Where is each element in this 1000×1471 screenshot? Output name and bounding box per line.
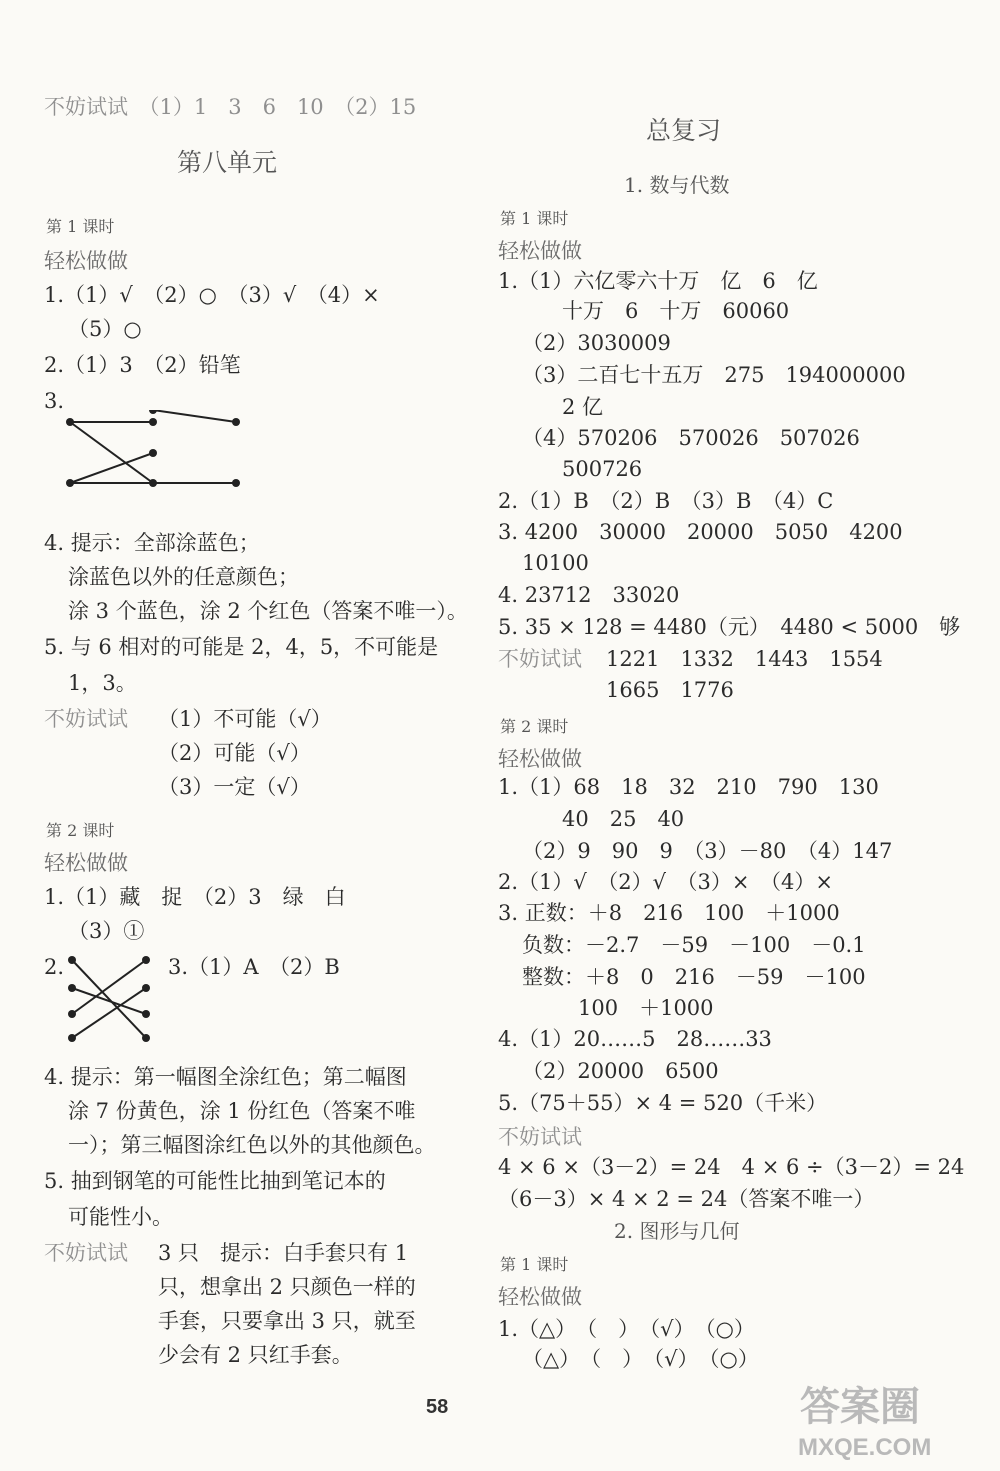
- answer-line: 4. 23712 33020: [498, 583, 680, 607]
- answer-line: （5）○: [68, 317, 142, 341]
- answer-line: 1.（△） （ ） （√） （○）: [498, 1317, 755, 1341]
- answer-line: 1665 1776: [606, 678, 734, 702]
- answer-line: 1221 1332 1443 1554: [606, 647, 883, 671]
- answer-line: 1，3。: [68, 671, 137, 695]
- lesson-label: 第 1 课时: [500, 1255, 569, 1274]
- answer-line: 2.（1）3 （2）铅笔: [44, 353, 241, 377]
- lesson-label: 第 2 课时: [46, 821, 115, 840]
- try-it-label: 不妨试试: [44, 1241, 128, 1265]
- section-label: 轻松做做: [44, 851, 128, 875]
- answer-line: 100 ＋1000: [578, 996, 714, 1020]
- answer-line: （3）一定（√）: [158, 775, 311, 799]
- answer-line: 4.（1）20……5 28……33: [498, 1027, 772, 1051]
- answer-line: （3）二百七十五万 275 194000000: [522, 363, 906, 387]
- answer-line: （△） （ ） （√） （○）: [522, 1347, 759, 1371]
- answer-line: 4. 提示：全部涂蓝色；: [44, 531, 260, 555]
- review-title: 总复习: [646, 116, 722, 145]
- answer-line: 2 亿: [562, 395, 604, 419]
- lesson-label: 第 1 课时: [46, 217, 115, 236]
- answer-line: （2）可能（√）: [158, 741, 311, 765]
- answer-line: 涂 7 份黄色，涂 1 份红色（答案不唯: [68, 1099, 416, 1123]
- answer-line: 3. 4200 30000 20000 5050 4200: [498, 520, 903, 544]
- answer-line: 40 25 40: [562, 807, 685, 831]
- matching-diagram-1: [60, 410, 250, 495]
- answer-line: 手套，只要拿出 3 只，就至: [158, 1309, 416, 1333]
- answer-line: 4. 提示：第一幅图全涂红色；第二幅图: [44, 1065, 407, 1089]
- answer-line: 4 × 6 ×（3－2）= 24 4 × 6 ÷（3－2）= 24: [498, 1155, 965, 1179]
- lesson-label: 第 2 课时: [500, 717, 569, 736]
- answer-line: （6－3）× 4 × 2 = 24（答案不唯一）: [498, 1187, 875, 1211]
- answer-line: 1.（1）68 18 32 210 790 130: [498, 775, 879, 799]
- section-heading: 1. 数与代数: [624, 173, 730, 197]
- answer-line: 1.（1）√ （2）○ （3）√ （4）×: [44, 283, 380, 307]
- answer-line: 2.（1）√ （2）√ （3）× （4）×: [498, 870, 833, 894]
- section-label: 轻松做做: [498, 239, 582, 263]
- page-number: 58: [426, 1396, 449, 1418]
- answer-line: 一）；第三幅图涂红色以外的其他颜色。: [68, 1133, 436, 1157]
- answer-line: 5. 35 × 128 = 4480（元） 4480 < 5000 够: [498, 615, 961, 639]
- answer-line: 3.: [44, 389, 65, 413]
- watermark-logo: 答案圈: [800, 1385, 920, 1429]
- try-it-label: 不妨试试: [44, 707, 128, 731]
- try-it-answer-unit7: 不妨试试 （1）1 3 6 10 （2）15: [44, 95, 417, 119]
- answer-line: 十万 6 十万 60060: [562, 299, 790, 323]
- answer-line: 3.（1）A （2）B: [168, 955, 340, 979]
- answer-line: 3 只 提示：白手套只有 1: [158, 1241, 409, 1265]
- watermark-url: MXQE.COM: [798, 1434, 932, 1461]
- answer-line: 3. 正数：＋8 216 100 ＋1000: [498, 901, 840, 925]
- answer-line: 500726: [562, 457, 643, 481]
- matching-diagram-2: [62, 952, 158, 1048]
- answer-line: （2）9 90 9 （3）－80 （4）147: [522, 839, 893, 863]
- lesson-label: 第 1 课时: [500, 209, 569, 228]
- answer-line: 少会有 2 只红手套。: [158, 1343, 353, 1367]
- answer-line: 10100: [522, 551, 589, 575]
- answer-line: 2.: [44, 955, 65, 979]
- section-label: 轻松做做: [44, 249, 128, 273]
- answer-line: 5. 与 6 相对的可能是 2，4，5，不可能是: [44, 635, 439, 659]
- section-label: 轻松做做: [498, 747, 582, 771]
- answer-line: （2）3030009: [522, 331, 671, 355]
- try-it-label: 不妨试试: [498, 647, 582, 671]
- answer-line: （1）不可能（√）: [158, 707, 332, 731]
- answer-line: （4）570206 570026 507026: [522, 426, 860, 450]
- answer-line: 涂 3 个蓝色，涂 2 个红色（答案不唯一）。: [68, 599, 468, 623]
- answer-line: 5. 抽到钢笔的可能性比抽到笔记本的: [44, 1169, 386, 1193]
- section-label: 轻松做做: [498, 1285, 582, 1309]
- answer-line: 可能性小。: [68, 1205, 173, 1229]
- answer-line: 5.（75＋55）× 4 = 520（千米）: [498, 1091, 828, 1115]
- answer-line: 整数：＋8 0 216 －59 －100: [522, 965, 866, 989]
- answer-line: 1.（1）六亿零六十万 亿 6 亿: [498, 269, 818, 293]
- answer-line: （3）①: [68, 919, 145, 943]
- answer-line: 2.（1）B （2）B （3）B （4）C: [498, 489, 834, 513]
- answer-line: 1.（1）藏 捉 （2）3 绿 白: [44, 885, 346, 909]
- answer-line: 负数：－2.7 －59 －100 －0.1: [522, 933, 866, 957]
- try-it-label: 不妨试试: [498, 1125, 582, 1149]
- unit-heading: 第八单元: [177, 148, 278, 177]
- answer-line: 涂蓝色以外的任意颜色；: [68, 565, 299, 589]
- answer-line: 只，想拿出 2 只颜色一样的: [158, 1275, 416, 1299]
- section-heading: 2. 图形与几何: [614, 1219, 740, 1243]
- answer-line: （2）20000 6500: [522, 1059, 719, 1083]
